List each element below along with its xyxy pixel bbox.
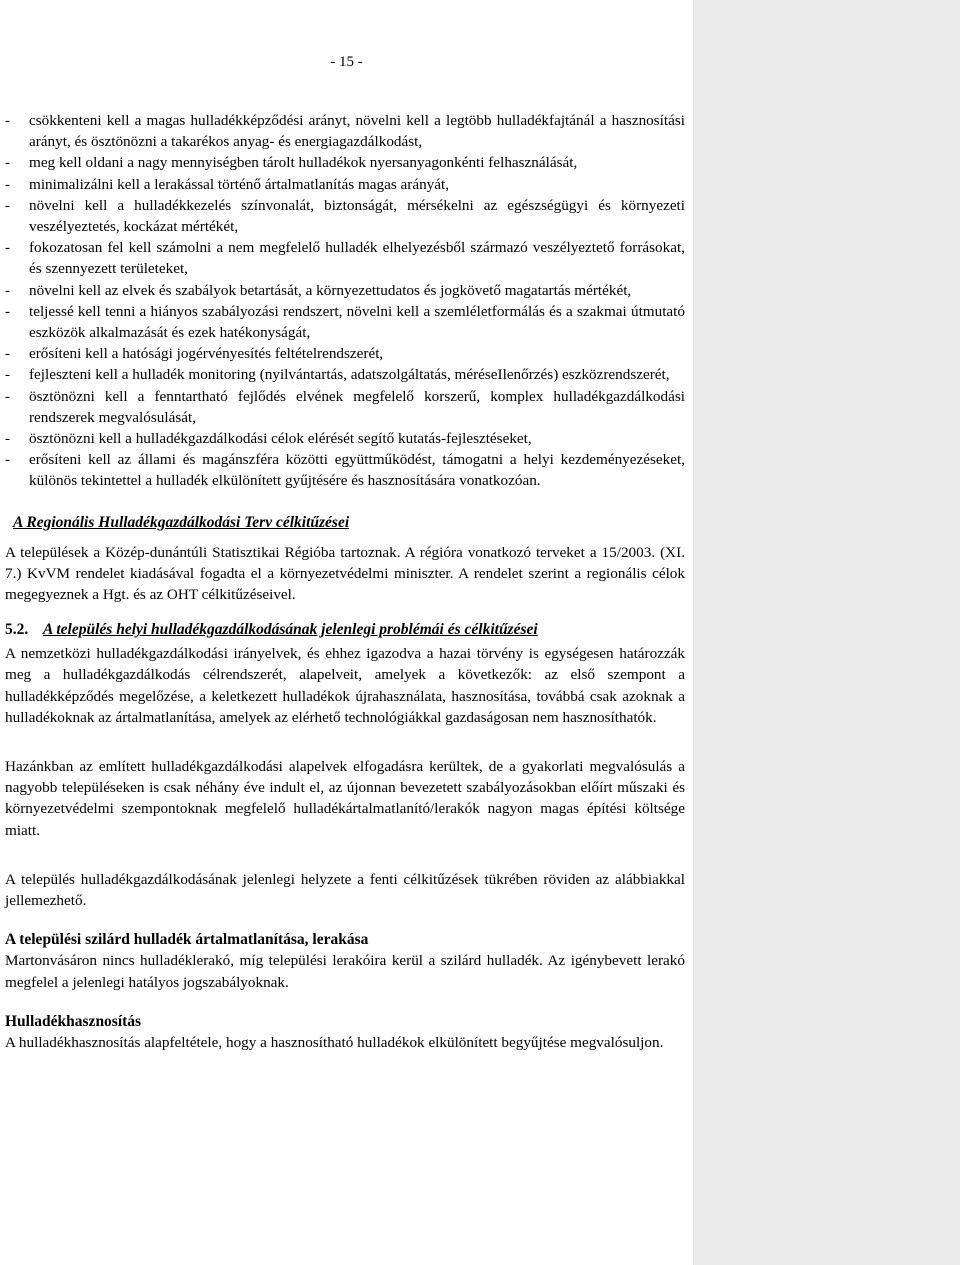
document-body <box>5 110 685 1067</box>
list-item: - fejleszteni kell a hulladék monitoring (nyilvántartás, adatszolgáltatás, méréseIlenőrzés) eszközrendszerét, <box>5 364 685 385</box>
recycling-paragraph: A hulladékhasznosítás alapfeltétele, hogy a hasznosítható hulladékok elkülönített begyűjtése megvalósuljon. <box>5 1033 664 1051</box>
recycling-heading: Hulladékhasznosítás <box>5 1012 142 1030</box>
disposal-heading: A települési szilárd hulladék ártalmatlanítása, lerakása <box>5 931 369 949</box>
list-item: - erősíteni kell a hatósági jogérvényesítés feltételrendszerét, <box>5 343 685 364</box>
paragraph-spacer <box>5 742 685 756</box>
list-item: - csökkenteni kell a magas hulladékképződési arányt, növelni kell a legtöbb hulladékfajtánál a hasznosítási arányt, és ösztönözni a takarékos anyag- és energiagazdálkodást, <box>5 110 685 152</box>
list-item: - ösztönözni kell a hulladékgazdálkodási célok elérését segítő kutatás-fejlesztéseket, <box>5 428 685 449</box>
subsection-title: A település helyi hulladékgazdálkodásának jelenlegi problémái és célkitűzései <box>43 621 538 639</box>
list-item: - minimalizálni kell a lerakással történő ártalmatlanítás magas arányát, <box>5 174 685 195</box>
subsection-number: 5.2. <box>5 621 29 639</box>
disposal-paragraph: Martonvásáron nincs hulladéklerakó, míg települési lerakóira kerül a szilárd hulladék. Az igénybevett lerakó megfelel a jelenlegi hatályos jogszabályoknak. <box>5 952 685 991</box>
list-item: - teljessé kell tenni a hiányos szabályozási rendszert, növelni kell a szemléletformálás és a szakmai útmutató eszközök alkalmazását és ezek hatékonyságát, <box>5 301 685 343</box>
objectives-list <box>5 110 685 492</box>
list-item: - erősíteni kell az állami és magánszféra közötti együttműködést, támogatni a helyi kezdeményezéseket, különös tekintettel a hulladék elkülönített gyűjtésére és hasznosítására vonatkozóan. <box>5 449 685 491</box>
section-paragraph: A települések a Közép-dunántúli Statisztikai Régióba tartoznak. A régióra vonatkozó terveket a 15/2003. (XI. 7.) KvVM rendelet kiadásával fogadta el a környezetvédelmi miniszter. A rendelet szerint a regionális célok megegyeznek a Hgt. és az OHT célkitűzéseivel. <box>5 543 685 604</box>
comment-margin-pane <box>693 0 960 1265</box>
list-item: - fokozatosan fel kell számolni a nem megfelelő hulladék elhelyezésből származó veszélyeztető forrásokat, és szennyezett területeket, <box>5 237 685 279</box>
subsection-heading <box>5 619 685 641</box>
list-item: - ösztönözni kell a fenntartható fejlődés elvének megfelelő korszerű, komplex hulladékgazdálkodási rendszerek megvalósulását, <box>5 386 685 428</box>
list-item: - növelni kell az elvek és szabályok betartását, a környezettudatos és jogkövető magatartás mértékét, <box>5 280 685 301</box>
list-item: - meg kell oldani a nagy mennyiségben tárolt hulladékok nyersanyagonkénti felhasználását, <box>5 152 685 173</box>
section-title: A Regionális Hulladékgazdálkodási Terv célkitűzései <box>13 513 350 531</box>
list-item: - növelni kell a hulladékkezelés színvonalát, biztonságát, mérsékelni az egészségügyi és környezeti veszélyeztetés, kockázat mértékét, <box>5 195 685 237</box>
paragraph-spacer <box>5 855 685 869</box>
page-number: - 15 - <box>330 54 363 70</box>
paragraph: A település hulladékgazdálkodásának jelenlegi helyzete a fenti célkitűzések tükrében röviden az alábbiakkal jellemezhető. <box>5 870 685 910</box>
paragraph: Hazánkban az említett hulladékgazdálkodási alapelvek elfogadásra kerültek, de a gyakorlati megvalósulás a nagyobb településeken is csak néhány éve indult el, az újonnan bevezetett szabályozásokban előírt műszaki és környezetvédelmi szempontoknak megfelelő hulladékártalmatlanító/lerakók nagyon magas építési költsége miatt. <box>5 758 685 839</box>
paragraph: A nemzetközi hulladékgazdálkodási irányelvek, és ehhez igazodva a hazai törvény is egységesen határozzák meg a hulladékgazdálkodás célrendszerét, alapelveit, amelyek a következők: az első szempont a hulladékképződés megelőzése, a keletkezett hulladékok újrahasználata, hasznosítása, továbbá csak azoknak a hulladékoknak az ártalmatlanítása, amelyek az elérhető technológiákkal gazdaságosan nem hasznosíthatók. <box>5 645 685 726</box>
